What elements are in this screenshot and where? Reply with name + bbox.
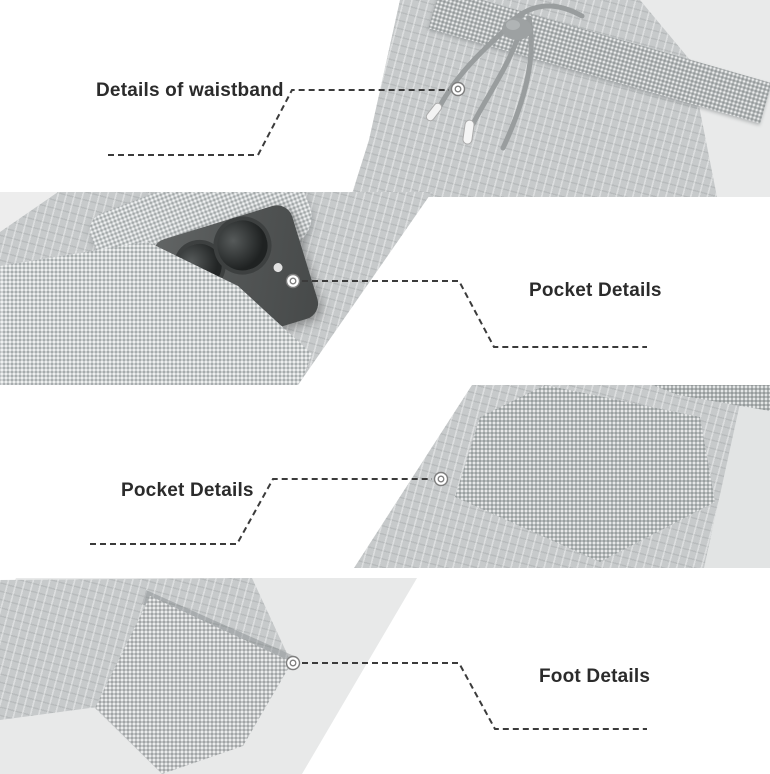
waistband-photo xyxy=(345,0,770,197)
foot-callout-label: Foot Details xyxy=(539,666,651,687)
pocket-phone-photo xyxy=(0,192,432,385)
phone-flash-dot xyxy=(272,262,283,273)
pocket-side-callout-label: Pocket Details xyxy=(121,480,254,501)
waistband-callout-label: Details of waistband xyxy=(96,80,284,101)
pocket-top-callout-label: Pocket Details xyxy=(529,280,662,301)
drawstring-graphic xyxy=(345,0,770,197)
foot-cuff-photo xyxy=(0,578,420,774)
side-pocket-photo xyxy=(352,385,770,568)
